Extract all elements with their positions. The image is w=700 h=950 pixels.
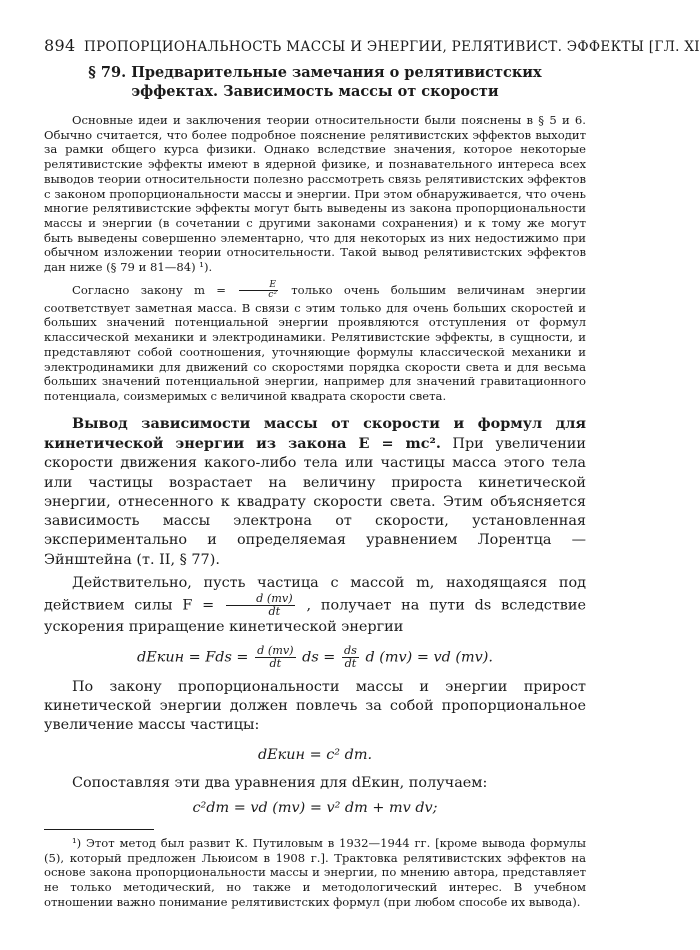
compare-paragraph: Сопоставляя эти два уравнения для dEкин, получаем: xyxy=(72,774,488,791)
page-number: 894 xyxy=(44,36,76,55)
mass-energy-text-before: Согласно закону m = xyxy=(72,282,227,297)
mass-energy-paragraph xyxy=(44,281,586,404)
eq1-fraction-2-den: dt xyxy=(344,656,357,670)
eq1-part-b: ds = xyxy=(302,649,336,666)
eq1-fraction-1 xyxy=(255,645,295,670)
force-fraction-denominator: dt xyxy=(268,605,281,619)
eq1-fraction-2 xyxy=(342,645,359,670)
mass-energy-text-after: только очень большим величинам энергии соответствует заметная масса. В связи с этим только для очень больших скоростей и больших значений потенциальной энергии проявляются отступления от формул классической механики и электродинамики. Релятивистские эффекты, в сущности, и представляют собой соотношения, уточняющие формулы классической механики и электродинамики для движений со скоростями порядка скорости света и для весьма больших значений потенциальной энергии, например для значений гравитационного потенциала, соизмеримых с величиной квадрата скорости света. xyxy=(44,282,587,403)
e-over-c2-fraction xyxy=(239,281,278,301)
running-head xyxy=(44,36,700,55)
footnote-divider xyxy=(44,829,154,830)
equation-kinetic-energy xyxy=(44,645,586,670)
force-text-before: Действительно, пусть частица с массой m, находящаяся под действием силы F = xyxy=(44,575,586,614)
derivation-paragraph xyxy=(44,414,586,570)
intro-paragraph: Основные идеи и заключения теории относительности были пояснены в § 5 и 6. Обычно считается, что более подробное пояснение релятивистских эффектов выходит за рамки общего курса физики. Однако вследствие значения, которое некоторые релятивистские эффекты имеют в ядерной физике, и познавательного интереса всех выводов теории относительности полезно рассмотреть связь релятивистских эффектов с законом пропорциональности массы и энергии. При этом обнаруживается, что очень многие релятивистские эффекты могут быть выведены из закона пропорциональности массы и энергии (в сочетании с другими законами сохранения) и к тому же могут быть выведены совершенно элементарно, что для некоторых из них недостижимо при обычном изложении теории относительности. Такой вывод релятивистских эффектов дан ниже (§ 79 и 81—84) ¹). xyxy=(44,113,586,275)
equation-mass-increase: dEкин = c² dm. xyxy=(257,746,373,763)
eq1-fraction-1-den: dt xyxy=(269,656,282,670)
force-fraction xyxy=(226,593,294,618)
section-title xyxy=(44,63,586,101)
derivation-heading: Вывод зависимости массы от скорости и формул для кинетической энергии из закона E = mc². xyxy=(44,414,586,452)
mass-increase-paragraph: По закону пропорциональности массы и энергии прирост кинетической энергии должен повлечь за собой пропорциональное увеличение массы частицы: xyxy=(44,678,586,734)
eq1-part-a: dEкин = Fds = xyxy=(137,649,249,666)
force-paragraph xyxy=(44,574,586,637)
force-fraction-numerator: d (mv) xyxy=(226,593,294,606)
fraction-numerator: E xyxy=(239,281,278,291)
section-title-line-1: § 79. Предварительные замечания о релятивистских xyxy=(88,64,542,81)
eq1-fraction-2-num: ds xyxy=(343,644,357,658)
eq1-part-c: d (mv) = vd (mv). xyxy=(365,649,493,666)
eq1-fraction-1-num: d (mv) xyxy=(257,644,294,658)
force-text-after: , получает на пути ds вследствие ускорения приращение кинетической энергии xyxy=(44,597,587,635)
fraction-denominator: c² xyxy=(268,290,277,301)
running-head-text: ПРОПОРЦИОНАЛЬНОСТЬ МАССЫ И ЭНЕРГИИ, РЕЛЯТИВИСТ. ЭФФЕКТЫ [ГЛ. XI xyxy=(84,39,700,55)
section-title-line-2: эффектах. Зависимость массы от скорости xyxy=(131,83,499,100)
footnote: ¹) Этот метод был развит К. Путиловым в 1932—1944 гг. [кроме вывода формулы (5), который предложен Льюисом в 1908 г.]. Трактовка релятивистских эффектов на основе закона пропорциональности массы и энергии, по мнению автора, представляет не только методический, но также и методологический интерес. В учебном отношении важно понимание релятивистских формул (при любом способе их вывода). xyxy=(44,835,586,909)
equation-combined: c²dm = vd (mv) = v² dm + mv dv; xyxy=(192,799,438,816)
derivation-text: При увеличении скорости движения какого-либо тела или частицы масса этого тела или частицы возрастает на величину прироста кинетической энергии, отнесенного к квадрату скорости света. Этим объясняется зависимость массы электрона от скорости, установленная экспериментально и определяемая уравнением Лорентца — Эйнштейна (т. II, § 77). xyxy=(44,435,586,568)
